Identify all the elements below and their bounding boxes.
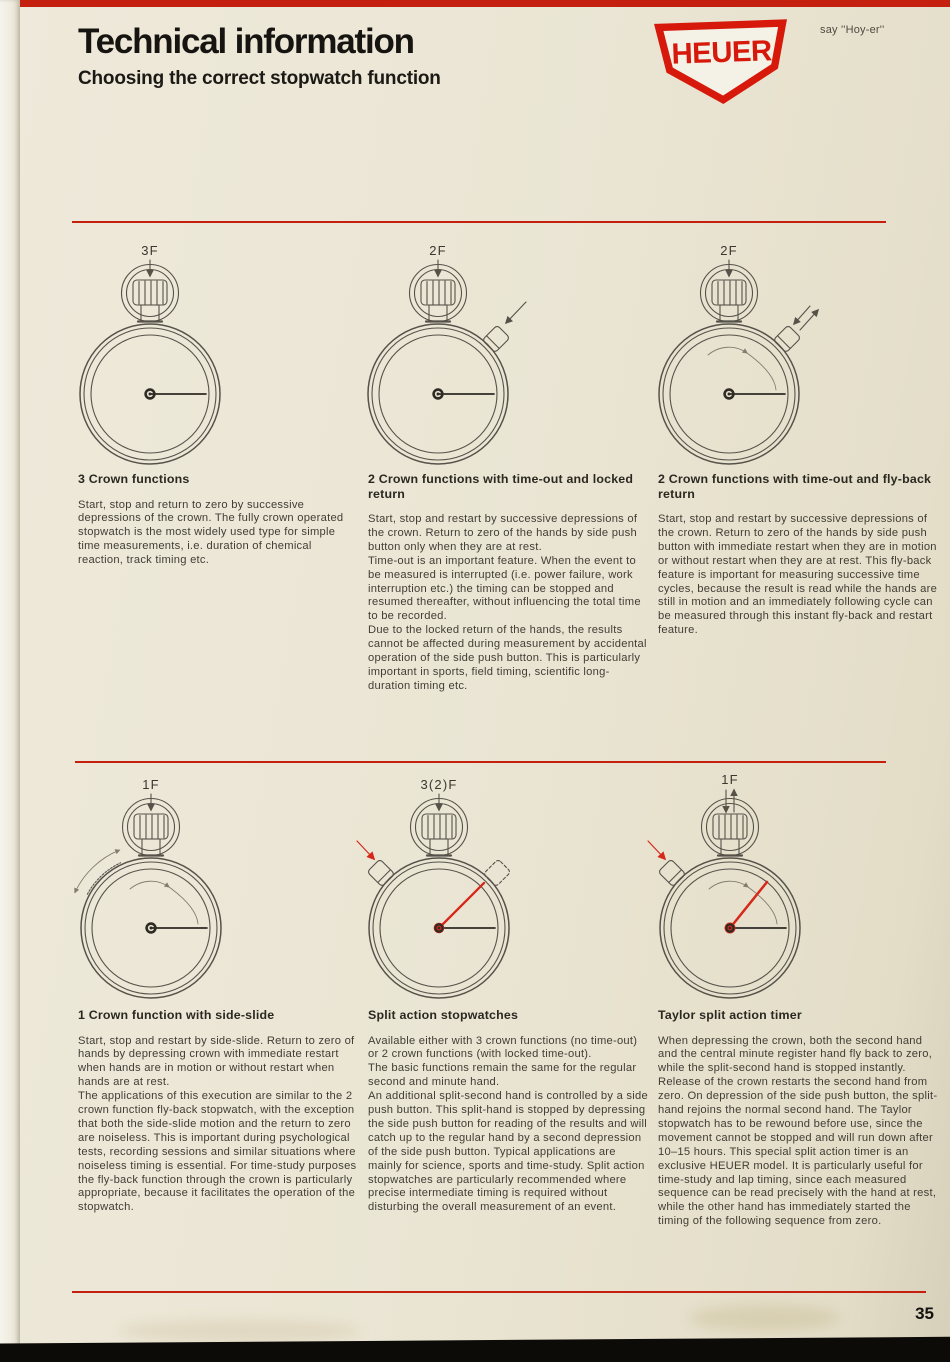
split-button-red-arrow-icon xyxy=(648,841,665,859)
slide-double-arrow-icon xyxy=(75,850,120,892)
stopwatch-diagram-3-crown-functions xyxy=(55,236,285,468)
page-subtitle: Choosing the correct stopwatch function xyxy=(78,68,441,89)
section-split-action xyxy=(368,1008,650,1215)
diagram-label: 2F xyxy=(720,243,738,258)
split-second-hand xyxy=(730,882,767,928)
section-heading: 2 Crown functions with time-out and locked return xyxy=(368,472,634,501)
fly-back-arc-icon xyxy=(709,881,748,889)
scan-page-edge-left xyxy=(0,0,20,1362)
section-3-crown-functions xyxy=(78,472,360,568)
body-paragraph: Start, stop and restart by successive depressions of the crown. Return to zero of the hands by side push button with immediate restart when they are in motion or without restart when they are at rest. This fly-back feature is important for measuring successive time cycles, because the result is read while the hands are still in motion and an immediately following cycle can be measured through this instant fly-back and restart feature. xyxy=(658,513,938,637)
body-paragraph: Due to the locked return of the hands, the results cannot be affected during measurement by accidental operation of the side push button. This is particularly important in sports, field timing, scientific long-duration timing etc. xyxy=(368,624,647,692)
section-2-crown-fly-back xyxy=(658,472,940,638)
center-pivot xyxy=(725,923,736,934)
crown xyxy=(702,799,759,856)
fly-back-arc-icon xyxy=(747,353,776,390)
body-paragraph: Start, stop and return to zero by successive depressions of the crown. The fully crown operated stopwatch is the most widely used type for simple time measurements, i.e. duration of chemical reaction, track timing etc. xyxy=(78,498,344,567)
stopwatch-diagram-split-action xyxy=(344,770,574,1002)
page-number: 35 xyxy=(915,1304,934,1323)
diagram-label: 1F xyxy=(721,772,739,787)
stopwatch-diagram-2-crown-fly-back xyxy=(634,236,864,468)
stopwatch-diagram-taylor-split xyxy=(635,770,865,1002)
section-heading: 2 Crown functions with time-out and fly-back return xyxy=(658,472,932,501)
stopwatch-diagram-2-crown-locked-return xyxy=(343,236,573,468)
red-rule-bottom xyxy=(72,1291,926,1293)
body-paragraph: Available either with 3 crown functions (no time-out) or 2 crown functions (with locked time-out). xyxy=(368,1034,638,1061)
red-rule-top xyxy=(72,221,886,223)
diagram-label: 3F xyxy=(141,243,159,258)
body-paragraph: Start, stop and restart by successive depressions of the crown. Return to zero of the hands by side push button only when they are at rest. xyxy=(368,513,638,553)
fly-back-arc-icon xyxy=(169,887,198,924)
section-heading: Split action stopwatches xyxy=(368,1008,519,1022)
split-button-red-arrow-icon xyxy=(357,841,374,859)
fly-back-arc-icon xyxy=(748,887,777,924)
body-paragraph: The applications of this execution are similar to the 2 crown function fly-back stopwatch, with the exception that both the side-slide motion and the return to zero are noiseless. This is important during psychological tests, recording sessions and similar situations where noiseless timing is essential. For time-study purposes the fly-back function through the crown is particularly appropriate, because it facilitates the operation of the stopwatch. xyxy=(78,1090,357,1214)
section-heading: 3 Crown functions xyxy=(78,472,190,486)
body-paragraph: Start, stop and restart by side-slide. Return to zero of hands by depressing crown with immediate restart when hands are in motion or without restart when hands are at rest. xyxy=(78,1034,355,1089)
split-second-hand xyxy=(439,883,484,928)
diagram-label: 3(2)F xyxy=(420,777,458,792)
body-paragraph: When depressing the crown, both the second hand and the central minute register hand fly back to zero, while the split-second hand is stopped instantly. Release of the crown restarts the second hand from zero. On depression of the side push button, the split-hand rejoins the normal second hand. The Taylor stopwatch has to be rewound before use, since the movement cannot be stopped and will run down after 10–15 hours. This special split action timer is an exclusive HEUER model. It is particularly useful for time-study and lap timing, since each measured sequence can be read precisely with the hand at rest, while the other hand has immediately started the timing of the following sequence from zero. xyxy=(658,1034,938,1228)
push-button-arrow-icon xyxy=(506,302,526,323)
body-paragraph: An additional split-second hand is controlled by a side push button. This split-hand is stopped by depressing the side push button for reading of the results and will catch up to the regular hand by a second depression of the side push button. Typical applications are mainly for science, sports and time-study. Split action stopwatches are particularly recommended where precise intermediate timing is required without disturbing the overall measurement of an event. xyxy=(368,1090,648,1214)
diagram-label: 2F xyxy=(429,243,447,258)
logo-wordmark: HEUER xyxy=(670,34,773,71)
diagram-label: 1F xyxy=(142,777,160,792)
pronunciation-note: say ''Hoy-er'' xyxy=(820,24,885,36)
paper-stain xyxy=(690,1305,840,1331)
page-title: Technical information xyxy=(78,22,414,61)
scan-edge-top xyxy=(0,0,950,7)
release-out-arrow-icon xyxy=(800,310,818,330)
section-taylor-split xyxy=(658,1008,940,1229)
section-heading: Taylor split action timer xyxy=(658,1008,802,1022)
section-side-slide xyxy=(78,1008,360,1215)
fly-back-arc-icon xyxy=(130,881,169,889)
fly-back-arc-icon xyxy=(708,347,747,355)
body-paragraph: The basic functions remain the same for the regular second and minute hand. xyxy=(368,1062,637,1089)
red-rule-middle xyxy=(75,761,886,763)
section-2-crown-locked-return xyxy=(368,472,650,694)
paper-stain xyxy=(120,1320,360,1342)
section-heading: 1 Crown function with side-slide xyxy=(78,1008,275,1022)
center-pivot xyxy=(434,923,445,934)
stopwatch-diagram-side-slide xyxy=(56,770,286,1002)
body-paragraph: Time-out is an important feature. When the event to be measured is interrupted (i.e. power failure, work interruption etc.) the timing can be stopped and resumed thereafter, without influencing the total time to be recorded. xyxy=(368,554,641,623)
scan-edge-bottom xyxy=(0,1334,950,1362)
heuer-logo xyxy=(650,18,793,112)
